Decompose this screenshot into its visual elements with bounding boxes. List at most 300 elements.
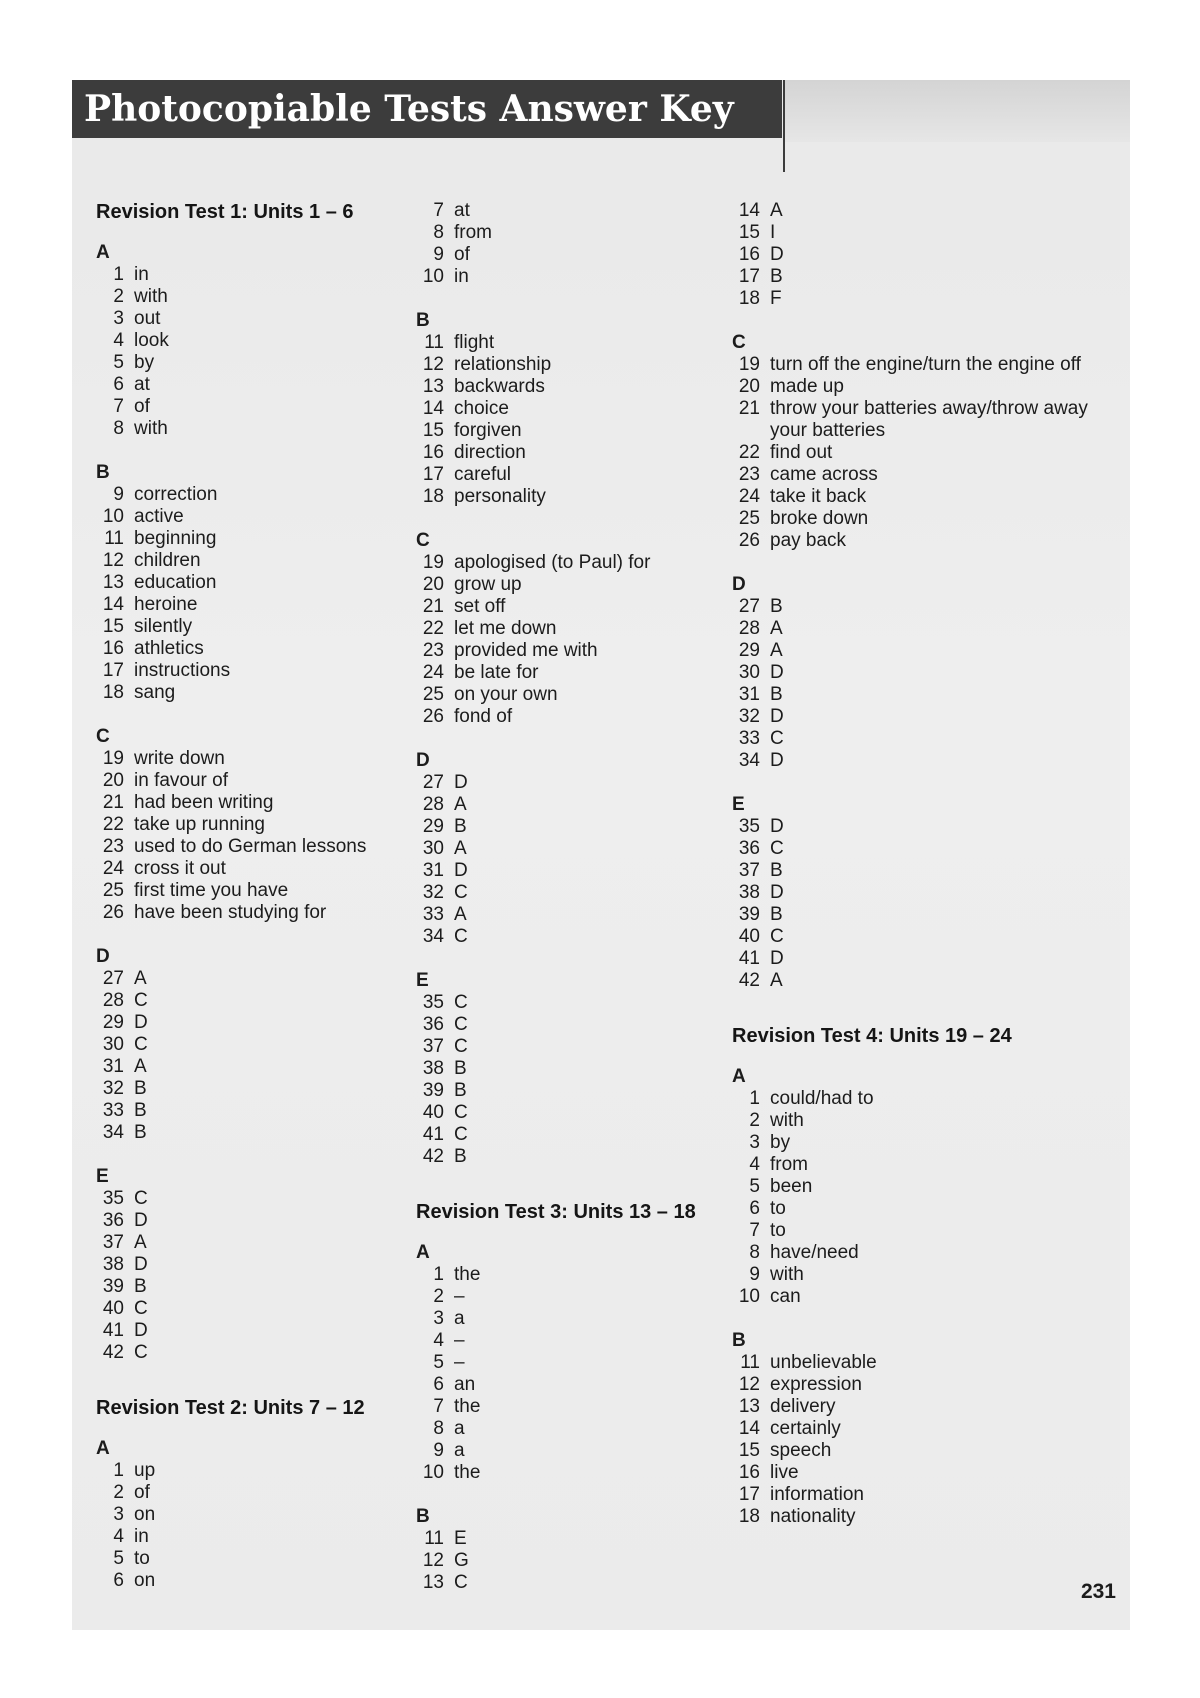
answer-item	[96, 638, 426, 660]
answer-number: 12	[102, 550, 124, 571]
answer-text: A	[454, 794, 467, 815]
answer-number: 27	[422, 772, 444, 793]
answer-number: 30	[422, 838, 444, 859]
answer-text: B	[770, 596, 783, 617]
answer-number: 16	[738, 244, 760, 265]
answer-number: 1	[113, 264, 124, 285]
answer-item	[416, 1264, 746, 1286]
answer-item	[416, 1528, 746, 1550]
answer-text: active	[134, 506, 184, 527]
answer-item	[96, 1460, 426, 1482]
answer-number: 16	[102, 638, 124, 659]
answer-item	[732, 706, 1112, 728]
answer-text: have been studying for	[134, 902, 327, 923]
answer-item	[732, 882, 1112, 904]
answer-item	[96, 1056, 426, 1078]
answer-number: 11	[424, 332, 444, 353]
answer-text: –	[454, 1286, 465, 1307]
answer-text: flight	[454, 332, 495, 353]
answer-item	[416, 1374, 746, 1396]
answer-text: with	[134, 418, 168, 439]
section-letter: B	[416, 1506, 430, 1527]
answer-text: an	[454, 1374, 476, 1395]
answer-item	[416, 1308, 746, 1330]
answer-item	[416, 1440, 746, 1462]
answer-item	[96, 1504, 426, 1526]
answer-item	[416, 1102, 746, 1124]
answer-item	[416, 1036, 746, 1058]
answer-item	[416, 464, 746, 486]
answer-text: pay back	[770, 530, 847, 551]
answer-item	[732, 200, 1112, 222]
test-title: Revision Test 1: Units 1 – 6	[96, 201, 354, 223]
answer-item	[96, 1276, 426, 1298]
answer-item	[416, 1124, 746, 1146]
answer-text: from	[770, 1154, 808, 1175]
answer-item	[96, 1320, 426, 1342]
answer-text: athletics	[134, 638, 204, 659]
answer-number: 5	[749, 1176, 760, 1197]
section-letter: A	[416, 1242, 430, 1263]
answer-item	[96, 1298, 426, 1320]
answer-section	[96, 946, 426, 1144]
section-letter: D	[416, 750, 430, 771]
answer-number: 3	[113, 308, 124, 329]
answer-item	[96, 902, 426, 924]
answer-item	[96, 286, 426, 308]
answer-text: made up	[770, 376, 844, 397]
answer-text: can	[770, 1286, 801, 1307]
answer-number: 22	[102, 814, 124, 835]
answer-text: –	[454, 1352, 465, 1373]
answer-number: 15	[422, 420, 444, 441]
answer-number: 4	[433, 1330, 444, 1351]
answer-text: on	[134, 1504, 156, 1525]
answer-number: 5	[113, 352, 124, 373]
answer-item	[732, 926, 1112, 948]
answer-number: 6	[113, 374, 124, 395]
answer-text: F	[770, 288, 782, 309]
answer-item	[96, 550, 426, 572]
answer-number: 34	[738, 750, 760, 771]
answer-text: E	[454, 1528, 467, 1549]
section-letter: A	[732, 1066, 746, 1087]
answer-text: been	[770, 1176, 813, 1197]
answer-text: C	[134, 1298, 148, 1319]
answer-text: A	[454, 838, 467, 859]
answer-number: 18	[738, 1506, 760, 1527]
answer-text: B	[454, 1080, 467, 1101]
answer-text: D	[134, 1210, 148, 1231]
answer-text: A	[770, 640, 783, 661]
answer-item	[732, 1352, 1112, 1374]
answer-number: 10	[422, 1462, 444, 1483]
answer-item	[732, 1264, 1112, 1286]
answer-number: 17	[738, 266, 760, 287]
answer-number: 20	[738, 376, 760, 397]
answer-item	[732, 1088, 1112, 1110]
answer-number: 28	[738, 618, 760, 639]
answer-text: from	[454, 222, 492, 243]
answer-text: provided me with	[454, 640, 598, 661]
answer-item	[96, 1342, 426, 1364]
answer-number: 26	[422, 706, 444, 727]
answer-text: to	[770, 1220, 786, 1241]
answer-item	[732, 838, 1112, 860]
answer-item	[416, 442, 746, 464]
answer-text: C	[454, 926, 468, 947]
answer-text: of	[134, 1482, 150, 1503]
answer-number: 19	[738, 354, 760, 375]
answer-item	[416, 860, 746, 882]
answer-section	[416, 530, 746, 728]
answer-item	[96, 1254, 426, 1276]
answer-item	[96, 968, 426, 990]
answer-number: 6	[113, 1570, 124, 1591]
answer-text: at	[454, 200, 470, 221]
answer-text: D	[770, 706, 784, 727]
answer-item	[96, 1078, 426, 1100]
answer-number: 15	[738, 1440, 760, 1461]
answer-item	[732, 508, 1112, 530]
answer-number: 41	[738, 948, 760, 969]
answer-text: direction	[454, 442, 526, 463]
answer-text: up	[134, 1460, 156, 1481]
answer-item	[416, 794, 746, 816]
section-letter: C	[732, 332, 746, 353]
answer-text: D	[770, 750, 784, 771]
answer-item	[96, 1188, 426, 1210]
section-letter: C	[416, 530, 430, 551]
answer-text: expression	[770, 1374, 862, 1395]
answer-item	[96, 264, 426, 286]
answer-number: 5	[113, 1548, 124, 1569]
header-bar	[72, 80, 782, 138]
section-letter: A	[96, 1438, 110, 1459]
answer-section	[96, 242, 426, 440]
answer-number: 9	[433, 244, 444, 265]
answer-number: 39	[102, 1276, 124, 1297]
answer-number: 26	[738, 530, 760, 551]
answer-text: C	[454, 1102, 468, 1123]
answer-number: 40	[102, 1298, 124, 1319]
answer-text: B	[134, 1276, 147, 1297]
answer-text: B	[454, 816, 467, 837]
answer-item	[96, 1122, 426, 1144]
answer-number: 18	[738, 288, 760, 309]
answer-text: could/had to	[770, 1088, 874, 1109]
answer-item	[416, 662, 746, 684]
answer-number: 35	[738, 816, 760, 837]
answer-number: 34	[102, 1122, 124, 1143]
answer-text: C	[134, 990, 148, 1011]
answer-text: with	[770, 1264, 804, 1285]
answer-number: 13	[738, 1396, 760, 1417]
answer-item	[416, 1014, 746, 1036]
answer-item	[416, 992, 746, 1014]
answer-text: backwards	[454, 376, 545, 397]
answer-item	[732, 266, 1112, 288]
answer-item	[732, 948, 1112, 970]
answer-text: on your own	[454, 684, 558, 705]
answer-item	[732, 750, 1112, 772]
answer-item	[416, 706, 746, 728]
answer-text: personality	[454, 486, 546, 507]
answer-text: to	[770, 1198, 786, 1219]
answer-text: by	[770, 1132, 791, 1153]
answer-item	[416, 354, 746, 376]
answer-item	[96, 1100, 426, 1122]
answer-number: 39	[738, 904, 760, 925]
answer-item	[416, 1572, 746, 1594]
answer-text: set off	[454, 596, 506, 617]
answer-number: 30	[102, 1034, 124, 1055]
answer-text: out	[134, 308, 161, 329]
answer-number: 12	[422, 354, 444, 375]
column-1	[96, 200, 426, 1592]
answer-text: sang	[134, 682, 176, 703]
answer-item	[96, 330, 426, 352]
answer-item	[732, 860, 1112, 882]
revision-test	[732, 200, 1112, 992]
answer-text: of	[454, 244, 470, 265]
revision-test	[96, 200, 426, 1364]
answer-text: A	[134, 1056, 147, 1077]
answer-item	[416, 596, 746, 618]
revision-test	[732, 1024, 1112, 1528]
answer-item	[96, 1482, 426, 1504]
answer-text: C	[134, 1188, 148, 1209]
answer-number: 41	[102, 1320, 124, 1341]
answer-item	[96, 990, 426, 1012]
answer-section	[732, 1066, 1112, 1308]
answer-number: 31	[422, 860, 444, 881]
answer-text: throw your batteries away/throw away your batteries	[770, 398, 1088, 441]
answer-number: 33	[738, 728, 760, 749]
answer-item	[96, 1526, 426, 1548]
answer-number: 7	[433, 200, 444, 221]
answer-number: 7	[113, 396, 124, 417]
section-letter: E	[96, 1166, 109, 1187]
answer-item	[416, 200, 746, 222]
answer-number: 42	[422, 1146, 444, 1167]
answer-item	[96, 528, 426, 550]
answer-number: 11	[740, 1352, 760, 1373]
answer-text: the	[454, 1396, 481, 1417]
answer-text: –	[454, 1330, 465, 1351]
answer-item	[416, 618, 746, 640]
answer-number: 37	[422, 1036, 444, 1057]
answer-section	[416, 310, 746, 508]
answer-text: take it back	[770, 486, 867, 507]
answer-text: G	[454, 1550, 469, 1571]
answer-text: in favour of	[134, 770, 228, 791]
answer-number: 35	[102, 1188, 124, 1209]
section-letter: D	[96, 946, 110, 967]
answer-number: 2	[113, 1482, 124, 1503]
answer-text: I	[770, 222, 776, 243]
column-3	[732, 200, 1112, 1528]
answer-item	[96, 616, 426, 638]
answer-number: 4	[749, 1154, 760, 1175]
answer-item	[732, 970, 1112, 992]
answer-item	[732, 1286, 1112, 1308]
answer-text: by	[134, 352, 155, 373]
answer-item	[732, 1198, 1112, 1220]
answer-number: 12	[738, 1374, 760, 1395]
header-shade	[785, 80, 1130, 142]
answer-number: 9	[749, 1264, 760, 1285]
answer-item	[416, 222, 746, 244]
answer-number: 25	[738, 508, 760, 529]
answer-item	[416, 552, 746, 574]
answer-item	[96, 748, 426, 770]
answer-text: unbelievable	[770, 1352, 877, 1373]
answer-number: 16	[738, 1462, 760, 1483]
answer-text: broke down	[770, 508, 869, 529]
revision-test	[416, 200, 746, 1168]
answer-number: 31	[738, 684, 760, 705]
answer-number: 18	[102, 682, 124, 703]
answer-item	[96, 792, 426, 814]
answer-text: C	[770, 838, 784, 859]
answer-item	[732, 464, 1112, 486]
answer-number: 24	[738, 486, 760, 507]
answer-item	[732, 1110, 1112, 1132]
answer-number: 8	[433, 222, 444, 243]
answer-text: C	[134, 1034, 148, 1055]
answer-item	[96, 858, 426, 880]
answer-text: instructions	[134, 660, 231, 681]
answer-item	[416, 904, 746, 926]
answer-number: 29	[738, 640, 760, 661]
answer-text: B	[770, 266, 783, 287]
answer-item	[416, 926, 746, 948]
answer-item	[96, 1012, 426, 1034]
answer-item	[732, 816, 1112, 838]
test-title: Revision Test 3: Units 13 – 18	[416, 1201, 696, 1223]
answer-number: 26	[102, 902, 124, 923]
answer-number: 24	[422, 662, 444, 683]
answer-number: 14	[102, 594, 124, 615]
answer-number: 5	[433, 1352, 444, 1373]
answer-text: with	[770, 1110, 804, 1131]
answer-number: 10	[102, 506, 124, 527]
answer-item	[96, 880, 426, 902]
answer-number: 21	[738, 398, 760, 419]
answer-text: heroine	[134, 594, 198, 615]
answer-number: 7	[749, 1220, 760, 1241]
answer-text: write down	[134, 748, 225, 769]
answer-item	[416, 1058, 746, 1080]
answer-item	[416, 486, 746, 508]
answer-text: D	[454, 860, 468, 881]
answer-section	[96, 462, 426, 704]
answer-text: take up running	[134, 814, 265, 835]
answer-item	[732, 1440, 1112, 1462]
answer-section	[732, 1330, 1112, 1528]
answer-item	[416, 1352, 746, 1374]
revision-test	[96, 1396, 426, 1592]
answer-item	[416, 1080, 746, 1102]
answer-text: had been writing	[134, 792, 274, 813]
answer-number: 18	[422, 486, 444, 507]
answer-number: 36	[422, 1014, 444, 1035]
answer-text: B	[770, 904, 783, 925]
answer-number: 14	[422, 398, 444, 419]
answer-item	[416, 1550, 746, 1572]
answer-text: delivery	[770, 1396, 836, 1417]
answer-number: 6	[433, 1374, 444, 1395]
answer-item	[732, 684, 1112, 706]
answer-item	[732, 1154, 1112, 1176]
answer-item	[96, 308, 426, 330]
answer-number: 8	[433, 1418, 444, 1439]
answer-number: 17	[738, 1484, 760, 1505]
answer-section	[732, 794, 1112, 992]
answer-text: a	[454, 1440, 465, 1461]
answer-item	[732, 486, 1112, 508]
answer-item	[732, 442, 1112, 464]
answer-text: D	[134, 1012, 148, 1033]
answer-number: 13	[422, 1572, 444, 1593]
answer-text: silently	[134, 616, 193, 637]
answer-item	[416, 244, 746, 266]
answer-text: A	[134, 968, 147, 989]
answer-item	[732, 662, 1112, 684]
answer-text: fond of	[454, 706, 513, 727]
answer-text: B	[134, 1122, 147, 1143]
answer-section	[96, 726, 426, 924]
answer-number: 8	[113, 418, 124, 439]
answer-item	[732, 376, 1112, 398]
answer-text: have/need	[770, 1242, 859, 1263]
answer-item	[416, 398, 746, 420]
answer-number: 20	[422, 574, 444, 595]
section-letter: A	[96, 242, 110, 263]
answer-number: 3	[433, 1308, 444, 1329]
answer-number: 35	[422, 992, 444, 1013]
page-number: 231	[1080, 1580, 1116, 1603]
answer-number: 25	[422, 684, 444, 705]
answer-text: careful	[454, 464, 512, 485]
answer-text: choice	[454, 398, 509, 419]
answer-number: 4	[113, 330, 124, 351]
answer-item	[96, 1232, 426, 1254]
answer-text: C	[454, 882, 468, 903]
answer-text: D	[770, 948, 784, 969]
answer-item	[96, 374, 426, 396]
answer-text: C	[454, 1124, 468, 1145]
answer-number: 42	[738, 970, 760, 991]
answer-number: 2	[433, 1286, 444, 1307]
answer-number: 30	[738, 662, 760, 683]
answer-number: 22	[738, 442, 760, 463]
answer-section	[416, 200, 746, 288]
answer-number: 17	[422, 464, 444, 485]
answer-item	[96, 814, 426, 836]
answer-text: came across	[770, 464, 878, 485]
answer-text: live	[770, 1462, 799, 1483]
answer-text: D	[770, 816, 784, 837]
answer-text: look	[134, 330, 169, 351]
answer-number: 14	[738, 200, 760, 221]
answer-text: in	[134, 1526, 149, 1547]
answer-number: 3	[749, 1132, 760, 1153]
answer-item	[732, 1484, 1112, 1506]
answer-text: C	[134, 1342, 148, 1363]
answer-text: children	[134, 550, 201, 571]
